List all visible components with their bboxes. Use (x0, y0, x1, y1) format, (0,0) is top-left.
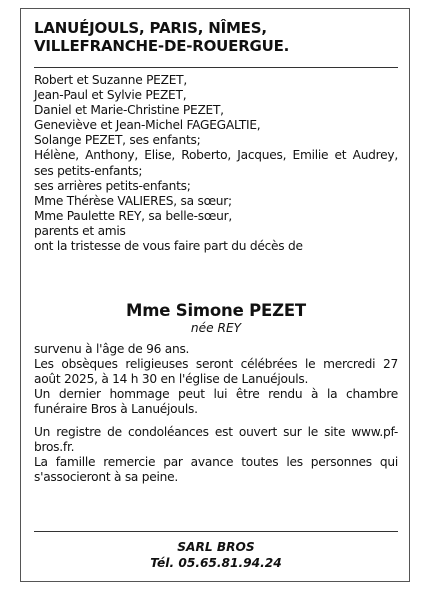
bottom-divider (34, 531, 398, 532)
birth-name: née REY (190, 321, 242, 335)
top-divider (34, 67, 398, 68)
company-name: SARL BROS (177, 540, 255, 554)
deceased-name: Mme Simone PEZET (126, 301, 306, 320)
heading-line-2: VILLEFRANCHE-DE-ROUERGUE. (34, 37, 290, 55)
family-list (34, 73, 398, 254)
family-line: ont la tristesse de vous faire part du décès de (34, 239, 303, 254)
obituary-notice (20, 8, 410, 582)
family-line: ses arrières petits-enfants; (34, 178, 191, 193)
details-text (34, 342, 398, 417)
family-line: Robert et Suzanne PEZET, (34, 73, 187, 87)
closing-line: Un registre de condoléances est ouvert sur le site www.pf-bros.fr. (34, 425, 398, 455)
family-line: Mme Paulette REY, sa belle-sœur, (34, 208, 232, 223)
notice-heading (34, 19, 396, 55)
family-line: Jean-Paul et Sylvie PEZET, (34, 88, 187, 103)
family-line: Solange PEZET, ses enfants; (34, 133, 201, 148)
funeral-home-footer (34, 539, 398, 571)
detail-line: Les obsèques religieuses seront célébrées le mercredi 27 août 2025, à 14 h 30 en l'église de Lanuéjouls. (34, 357, 398, 387)
family-line: Hélène, Anthony, Elise, Roberto, Jacques, Emilie et Audrey, ses petits-enfants; (34, 148, 398, 178)
closing-line: La famille remercie par avance toutes les personnes qui s'associeront à sa peine. (34, 455, 398, 485)
detail-line: Un dernier hommage peut lui être rendu à la chambre funéraire Bros à Lanuéjouls. (34, 387, 398, 417)
company-phone: Tél. 05.65.81.94.24 (150, 556, 282, 570)
family-line: Geneviève et Jean-Michel FAGEGALTIE, (34, 118, 261, 133)
detail-line: survenu à l'âge de 96 ans. (34, 342, 190, 356)
deceased-block (34, 301, 398, 336)
family-line: parents et amis (34, 223, 126, 238)
closing-text (34, 425, 398, 485)
family-line: Mme Thérèse VALIERES, sa sœur; (34, 193, 232, 208)
family-line: Daniel et Marie-Christine PEZET, (34, 103, 224, 118)
heading-line-1: LANUÉJOULS, PARIS, NÎMES, (34, 19, 267, 37)
